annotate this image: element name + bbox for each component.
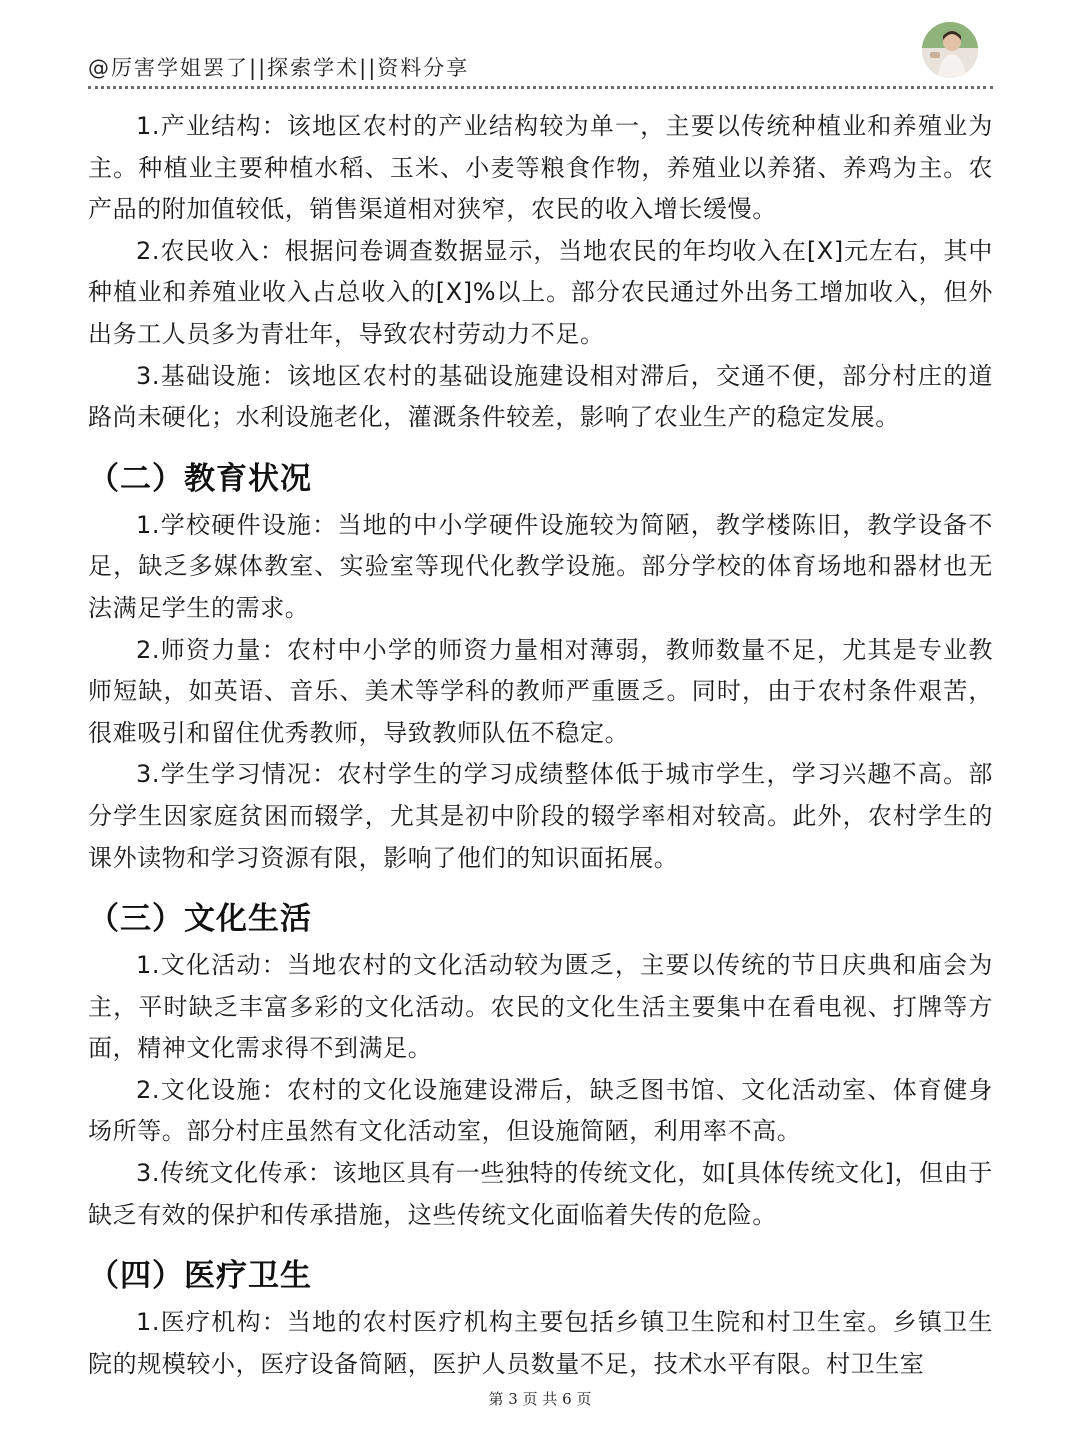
author-avatar <box>922 22 978 78</box>
section-title-education: （二）教育状况 <box>88 460 312 497</box>
paragraph-traditional-culture: 3.传统文化传承：该地区具有一些独特的传统文化，如[具体传统文化]，但由于缺乏有效的保护和传承措施，这些传统文化面临着失传的危险。 <box>88 1159 993 1229</box>
paragraph-industry-structure: 1.产业结构：该地区农村的产业结构较为单一，主要以传统种植业和养殖业为主。种植业主要种植水稻、玉米、小麦等粮食作物，养殖业以养猪、养鸡为主。农产品的附加值较低，销售渠道相对狭窄，农民的收入增长缓慢。 <box>88 112 993 224</box>
header-divider <box>88 86 993 89</box>
paragraph-student-learning: 3.学生学习情况：农村学生的学习成绩整体低于城市学生，学习兴趣不高。部分学生因家庭贫困而辍学，尤其是初中阶段的辍学率相对较高。此外，农村学生的课外读物和学习资源有限，影响了他们的知识面拓展。 <box>88 760 993 872</box>
paragraph-cultural-activities: 1.文化活动：当地农村的文化活动较为匮乏，主要以传统的节日庆典和庙会为主，平时缺乏丰富多彩的文化活动。农民的文化生活主要集中在看电视、打牌等方面，精神文化需求得不到满足。 <box>88 951 993 1063</box>
paragraph-cultural-facilities: 2.文化设施：农村的文化设施建设滞后，缺乏图书馆、文化活动室、体育健身场所等。部分村庄虽然有文化活动室，但设施简陋，利用率不高。 <box>88 1075 993 1146</box>
paragraph-infrastructure: 3.基础设施：该地区农村的基础设施建设相对滞后，交通不便，部分村庄的道路尚未硬化；水利设施老化，灌溉条件较差，影响了农业生产的稳定发展。 <box>88 361 993 432</box>
paragraph-medical-institutions: 1.医疗机构：当地的农村医疗机构主要包括乡镇卫生院和村卫生室。乡镇卫生院的规模较小，医疗设备简陋，医护人员数量不足，技术水平有限。村卫生室 <box>88 1308 993 1378</box>
section-title-healthcare: （四）医疗卫生 <box>88 1258 312 1295</box>
section-title-culture: （三）文化生活 <box>88 901 312 938</box>
paragraph-farmer-income: 2.农民收入：根据问卷调查数据显示，当地农民的年均收入在[X]元左右，其中种植业和养殖业收入占总收入的[X]%以上。部分农民通过外出务工增加收入，但外出务工人员多为青壮年，导致农村劳动力不足。 <box>88 236 993 348</box>
page-number: 第 3 页 共 6 页 <box>488 1390 592 1408</box>
avatar-portrait-icon <box>922 22 978 78</box>
paragraph-school-facilities: 1.学校硬件设施：当地的中小学硬件设施较为简陋，教学楼陈旧，教学设备不足，缺乏多媒体教室、实验室等现代化教学设施。部分学校的体育场地和器材也无法满足学生的需求。 <box>88 510 993 622</box>
document-body <box>88 106 993 1385</box>
page-header: @厉害学姐罢了||探索学术||资料分享 <box>88 56 470 80</box>
paragraph-teaching-staff: 2.师资力量：农村中小学的师资力量相对薄弱，教师数量不足，尤其是专业教师短缺，如英语、音乐、美术等学科的教师严重匮乏。同时，由于农村条件艰苦，很难吸引和留住优秀教师，导致教师队伍不稳定。 <box>88 635 993 747</box>
